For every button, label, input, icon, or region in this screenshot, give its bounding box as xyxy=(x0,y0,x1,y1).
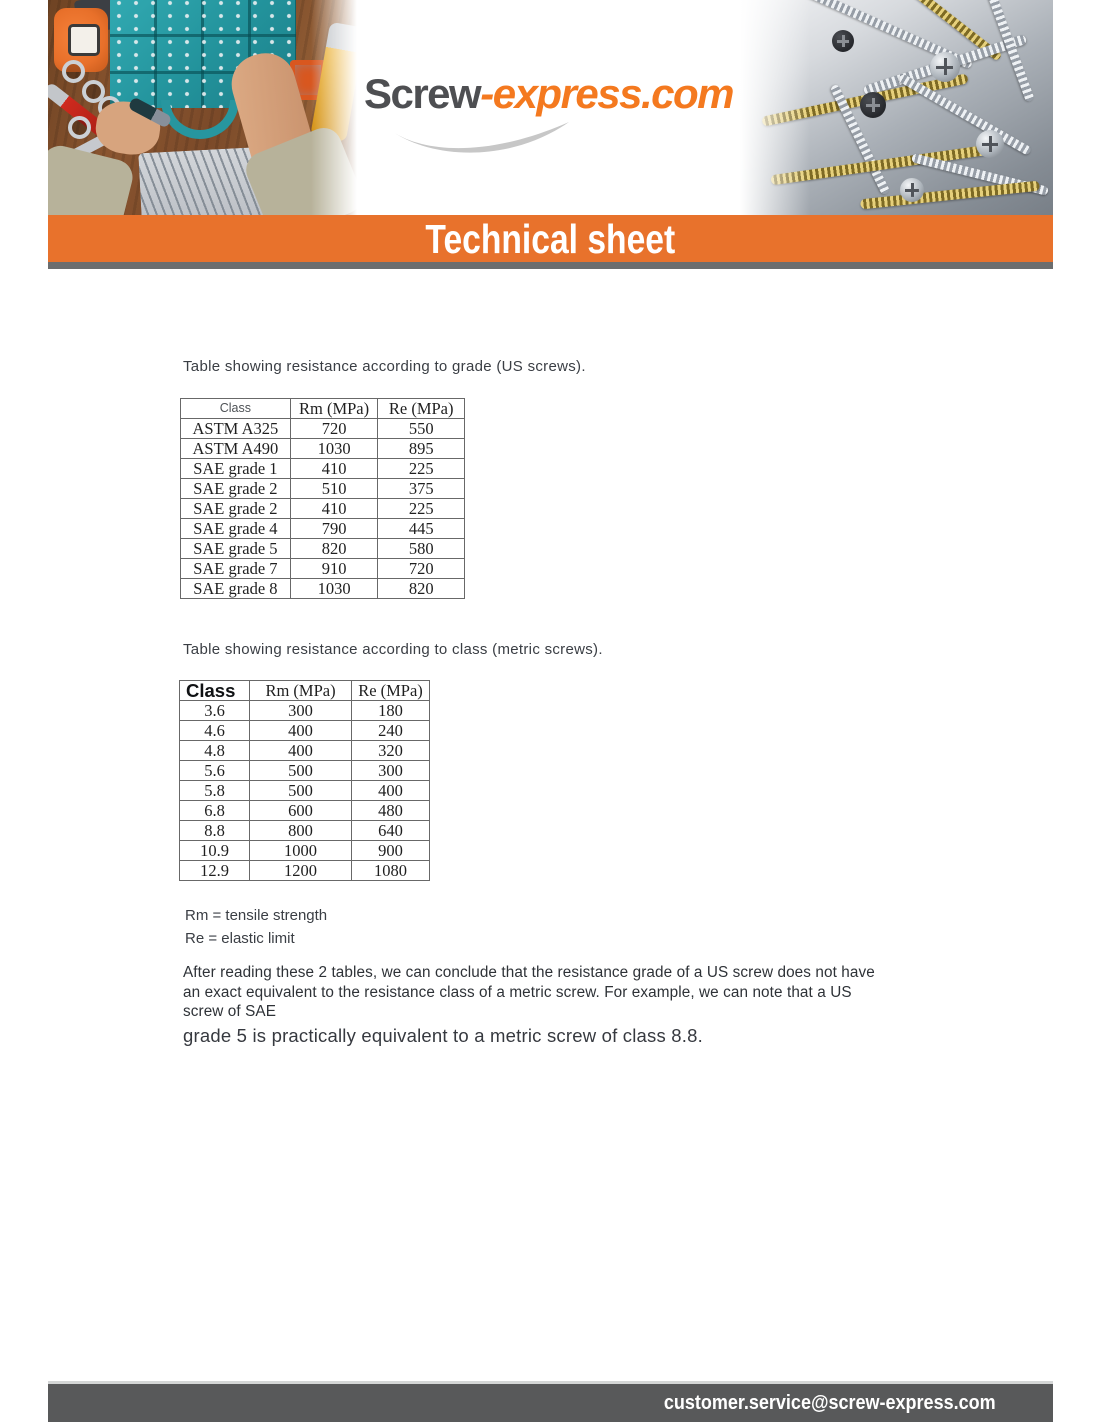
table-cell: 1030 xyxy=(290,579,378,599)
footer-email: customer.service@screw-express.com xyxy=(664,1392,996,1414)
metric-resistance-table xyxy=(179,680,430,881)
table-cell: ASTM A325 xyxy=(181,419,291,439)
table-cell: 225 xyxy=(378,459,465,479)
screws-photo xyxy=(740,0,1053,215)
table-cell: 240 xyxy=(352,721,430,741)
logo-text-express: -express.com xyxy=(480,70,734,117)
screw-head-icon xyxy=(832,30,854,52)
column-header: Class xyxy=(181,399,291,419)
table-cell: 500 xyxy=(250,781,352,801)
table-cell: 6.8 xyxy=(180,801,250,821)
table-cell: 375 xyxy=(378,479,465,499)
table-cell: SAE grade 5 xyxy=(181,539,291,559)
conclusion-paragraph xyxy=(183,963,889,1048)
table-row xyxy=(180,861,430,881)
banner-underline xyxy=(48,262,1053,269)
table-cell: 300 xyxy=(250,701,352,721)
conclusion-text: After reading these 2 tables, we can conclude that the resistance grade of a US screw does not have an exact equivalent to the resistance class of a metric screw. For example, we can note that a US screw of SAE xyxy=(183,964,875,1020)
table-cell: 3.6 xyxy=(180,701,250,721)
screw-head-icon xyxy=(860,92,886,118)
table-cell: 910 xyxy=(290,559,378,579)
logo-swoosh-icon xyxy=(387,116,577,160)
table-cell: 400 xyxy=(250,741,352,761)
table-cell: 600 xyxy=(250,801,352,821)
us-table-caption: Table showing resistance according to grade (US screws). xyxy=(183,358,586,375)
banner xyxy=(48,215,1053,262)
table-cell: SAE grade 2 xyxy=(181,479,291,499)
page-title: Technical sheet xyxy=(425,216,676,262)
table-row xyxy=(180,821,430,841)
table-row xyxy=(181,519,465,539)
conclusion-text-emphasis: grade 5 is practically equivalent to a metric screw of class 8.8. xyxy=(183,1024,703,1046)
table-cell: 1000 xyxy=(250,841,352,861)
table-cell: SAE grade 2 xyxy=(181,499,291,519)
washer xyxy=(68,116,91,139)
table-cell: 5.6 xyxy=(180,761,250,781)
note-rm: Rm = tensile strength xyxy=(185,907,328,924)
table-cell: 790 xyxy=(290,519,378,539)
table-row xyxy=(180,801,430,821)
table-cell: 480 xyxy=(352,801,430,821)
table-row xyxy=(181,559,465,579)
photo-fade xyxy=(311,0,357,215)
table-cell: SAE grade 1 xyxy=(181,459,291,479)
table-cell: 720 xyxy=(290,419,378,439)
column-header: Rm (MPa) xyxy=(290,399,378,419)
table-row xyxy=(180,781,430,801)
metric-table-caption: Table showing resistance according to class (metric screws). xyxy=(183,641,603,658)
table-row xyxy=(181,479,465,499)
legend-notes xyxy=(185,904,327,950)
table-cell: SAE grade 7 xyxy=(181,559,291,579)
table-cell: 550 xyxy=(378,419,465,439)
table-row xyxy=(181,499,465,519)
table-cell: 500 xyxy=(250,761,352,781)
footer xyxy=(48,1384,1053,1422)
table-cell: SAE grade 8 xyxy=(181,579,291,599)
table-cell: 820 xyxy=(378,579,465,599)
table-cell: 1080 xyxy=(352,861,430,881)
column-header: Re (MPa) xyxy=(378,399,465,419)
table-row xyxy=(180,721,430,741)
table-cell: 510 xyxy=(290,479,378,499)
table-cell: 400 xyxy=(250,721,352,741)
table-cell: 895 xyxy=(378,439,465,459)
table-cell: ASTM A490 xyxy=(181,439,291,459)
us-resistance-table xyxy=(180,398,465,599)
column-header: Re (MPa) xyxy=(352,681,430,701)
screw-head-icon xyxy=(930,52,960,82)
table-cell: 410 xyxy=(290,459,378,479)
table-cell: 640 xyxy=(352,821,430,841)
screw-head-icon xyxy=(976,130,1004,158)
table-cell: 225 xyxy=(378,499,465,519)
table-cell: 320 xyxy=(352,741,430,761)
washer xyxy=(62,60,85,83)
table-cell: 8.8 xyxy=(180,821,250,841)
table-row xyxy=(180,841,430,861)
logo-text-screw: Screw xyxy=(363,70,481,117)
table-header-row xyxy=(181,399,465,419)
case-handle xyxy=(161,100,239,139)
table-cell: 10.9 xyxy=(180,841,250,861)
workbench-photo xyxy=(48,0,357,215)
photo-fade xyxy=(740,0,810,215)
table-row xyxy=(181,539,465,559)
table-cell: 800 xyxy=(250,821,352,841)
column-header: Rm (MPa) xyxy=(250,681,352,701)
screw-head-icon xyxy=(900,178,924,202)
table-cell: 1200 xyxy=(250,861,352,881)
table-cell: 820 xyxy=(290,539,378,559)
table-cell: 180 xyxy=(352,701,430,721)
screw-shape xyxy=(898,73,1032,156)
table-cell: 4.6 xyxy=(180,721,250,741)
logo xyxy=(357,0,740,215)
table-cell: 4.8 xyxy=(180,741,250,761)
table-row xyxy=(181,459,465,479)
tape-measure-face xyxy=(68,24,100,56)
header xyxy=(48,0,1053,215)
table-cell: 5.8 xyxy=(180,781,250,801)
note-re: Re = elastic limit xyxy=(185,930,295,947)
table-cell: 720 xyxy=(378,559,465,579)
table-cell: 900 xyxy=(352,841,430,861)
table-row xyxy=(181,419,465,439)
table-cell: SAE grade 4 xyxy=(181,519,291,539)
table-row xyxy=(180,741,430,761)
table-cell: 300 xyxy=(352,761,430,781)
column-header: Class xyxy=(180,681,250,701)
table-row xyxy=(181,579,465,599)
table-cell: 410 xyxy=(290,499,378,519)
table-row xyxy=(180,701,430,721)
table-cell: 1030 xyxy=(290,439,378,459)
table-row xyxy=(180,761,430,781)
table-cell: 445 xyxy=(378,519,465,539)
table-row xyxy=(181,439,465,459)
logo-text xyxy=(357,70,740,118)
table-header-row xyxy=(180,681,430,701)
table-cell: 400 xyxy=(352,781,430,801)
table-cell: 12.9 xyxy=(180,861,250,881)
table-cell: 580 xyxy=(378,539,465,559)
